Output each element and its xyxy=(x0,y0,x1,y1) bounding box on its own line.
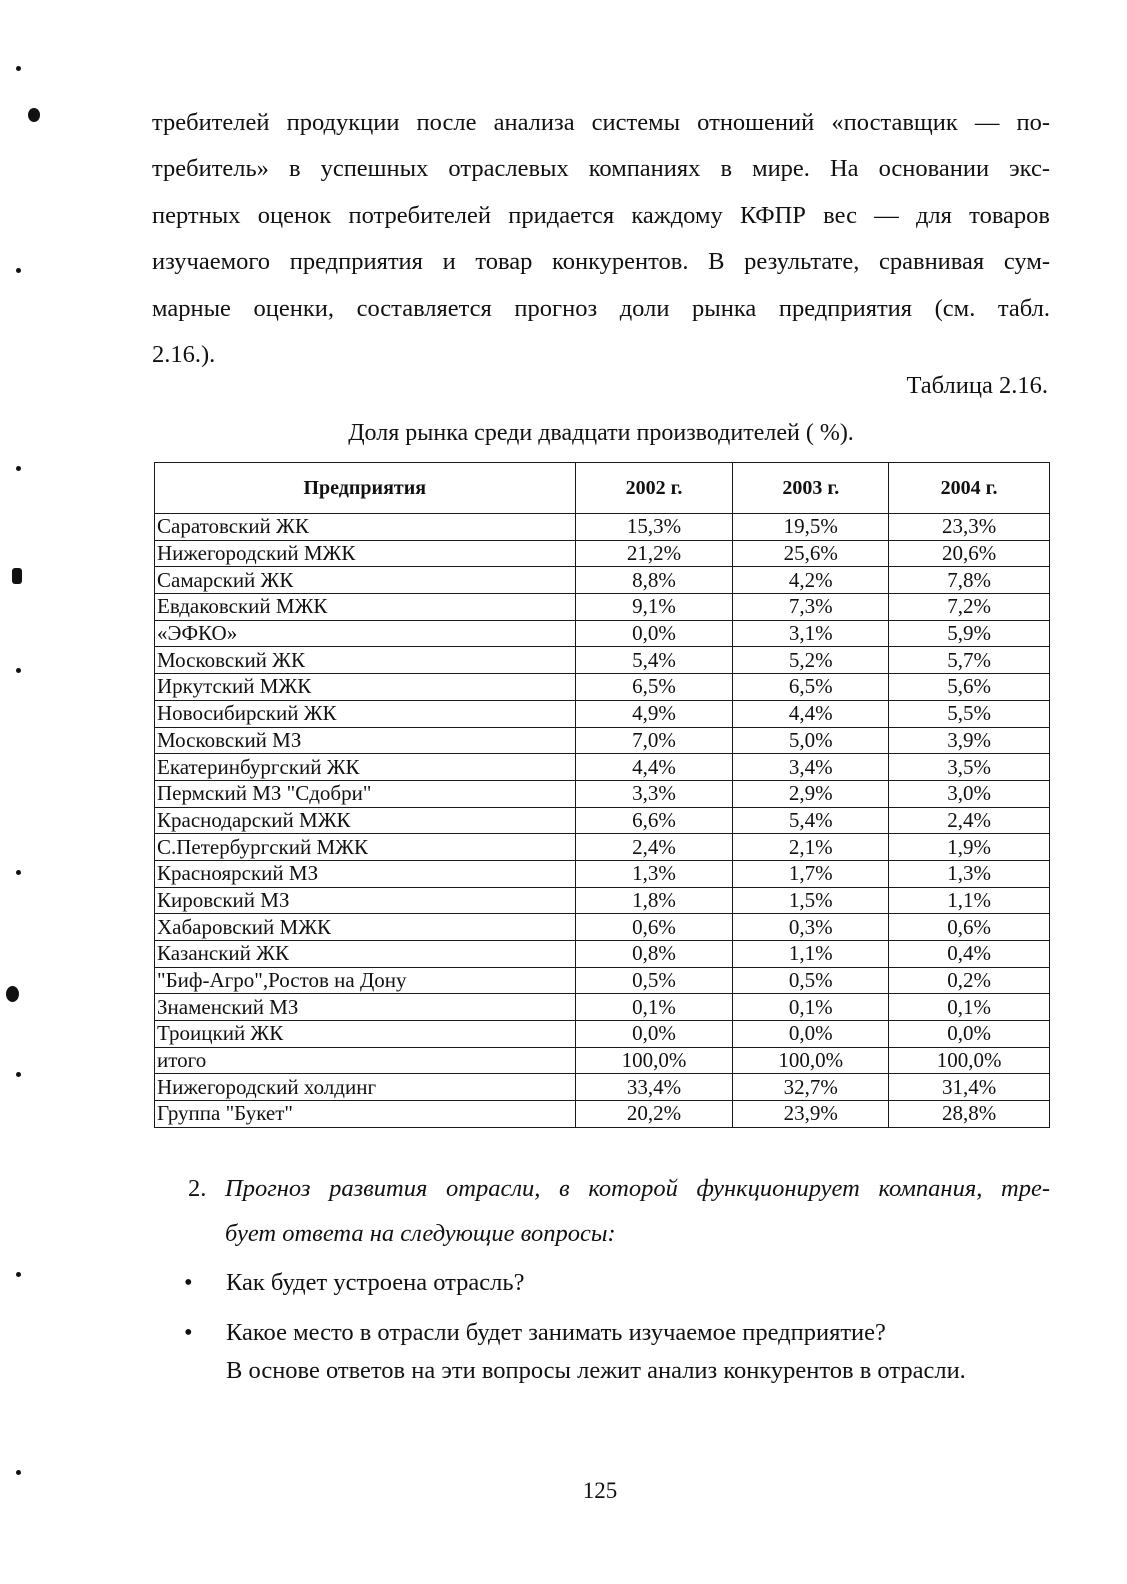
cell-share: 8,8% xyxy=(575,567,733,594)
table-row xyxy=(155,941,1050,968)
paragraph-line: марные оценки, составляется прогноз доли рынка предприятия (см. табл. xyxy=(152,294,1050,322)
cell-enterprise: Новосибирский ЖК xyxy=(155,700,576,727)
cell-share: 31,4% xyxy=(889,1074,1050,1101)
point-2 xyxy=(188,1166,1050,1256)
cell-share: 3,4% xyxy=(733,754,889,781)
body-paragraph xyxy=(152,100,1050,378)
cell-share: 0,8% xyxy=(575,941,733,968)
table-row xyxy=(155,754,1050,781)
cell-share: 1,9% xyxy=(889,834,1050,861)
cell-share: 6,5% xyxy=(575,674,733,701)
cell-enterprise: Екатеринбургский ЖК xyxy=(155,754,576,781)
list-item-text: Какое место в отрасли будет занимать изучаемое предприятие? xyxy=(226,1319,886,1346)
table-row xyxy=(155,967,1050,994)
scan-speck xyxy=(12,568,22,584)
cell-share: 1,5% xyxy=(733,887,889,914)
cell-share: 25,6% xyxy=(733,540,889,567)
cell-share: 1,3% xyxy=(575,860,733,887)
cell-enterprise: Знаменский МЗ xyxy=(155,994,576,1021)
scan-speck xyxy=(16,1470,21,1475)
page-number: 125 xyxy=(582,1478,618,1503)
cell-enterprise: Московский ЖК xyxy=(155,647,576,674)
table-row xyxy=(155,807,1050,834)
table-row xyxy=(155,994,1050,1021)
cell-enterprise: Кировский МЗ xyxy=(155,887,576,914)
cell-share: 5,6% xyxy=(889,674,1050,701)
cell-share: 5,4% xyxy=(575,647,733,674)
table-row xyxy=(155,647,1050,674)
cell-share: 6,5% xyxy=(733,674,889,701)
cell-share: 5,5% xyxy=(889,700,1050,727)
cell-share: 7,0% xyxy=(575,727,733,754)
cell-share: 21,2% xyxy=(575,540,733,567)
scan-speck xyxy=(16,1072,21,1077)
cell-enterprise: Нижегородский холдинг xyxy=(155,1074,576,1101)
cell-share: 1,1% xyxy=(733,941,889,968)
scan-speck xyxy=(28,108,40,122)
scan-speck xyxy=(16,66,21,71)
cell-share: 15,3% xyxy=(575,514,733,541)
market-share-table xyxy=(154,462,1050,1128)
cell-share: 2,4% xyxy=(575,834,733,861)
cell-enterprise: Хабаровский МЖК xyxy=(155,914,576,941)
cell-share: 3,0% xyxy=(889,780,1050,807)
bullet-icon: • xyxy=(184,1319,193,1346)
cell-share: 19,5% xyxy=(733,514,889,541)
cell-share: 0,0% xyxy=(575,620,733,647)
cell-share: 0,1% xyxy=(889,994,1050,1021)
scan-speck xyxy=(16,466,21,471)
cell-enterprise: Саратовский ЖК xyxy=(155,514,576,541)
header-2004: 2004 г. xyxy=(889,463,1050,514)
conclusion-text: В основе ответов на эти вопросы лежит анализ конкурентов в отрасли. xyxy=(226,1357,966,1384)
cell-share: 1,1% xyxy=(889,887,1050,914)
table-row xyxy=(155,1047,1050,1074)
cell-share: 33,4% xyxy=(575,1074,733,1101)
cell-share: 6,6% xyxy=(575,807,733,834)
cell-share: 0,3% xyxy=(733,914,889,941)
bullet-list xyxy=(184,1258,886,1358)
table-row xyxy=(155,620,1050,647)
cell-share: 0,5% xyxy=(575,967,733,994)
cell-share: 0,1% xyxy=(733,994,889,1021)
cell-share: 20,2% xyxy=(575,1101,733,1128)
cell-enterprise: Нижегородский МЖК xyxy=(155,540,576,567)
cell-enterprise: Пермский МЗ "Сдобри" xyxy=(155,780,576,807)
cell-share: 0,0% xyxy=(733,1021,889,1048)
cell-enterprise: Иркутский МЖК xyxy=(155,674,576,701)
cell-enterprise: итого xyxy=(155,1047,576,1074)
cell-share: 0,5% xyxy=(733,967,889,994)
table-header-row xyxy=(155,463,1050,514)
scan-speck xyxy=(16,668,21,673)
table-row xyxy=(155,860,1050,887)
table-body xyxy=(155,514,1050,1128)
cell-enterprise: С.Петербургский МЖК xyxy=(155,834,576,861)
table-row xyxy=(155,540,1050,567)
cell-share: 5,4% xyxy=(733,807,889,834)
table-row xyxy=(155,834,1050,861)
cell-enterprise: Троицкий ЖК xyxy=(155,1021,576,1048)
cell-share: 1,8% xyxy=(575,887,733,914)
cell-share: 7,8% xyxy=(889,567,1050,594)
cell-share: 3,3% xyxy=(575,780,733,807)
paragraph-line: требитель» в успешных отраслевых компаниях в мире. На основании экс- xyxy=(152,155,1050,183)
cell-enterprise: Евдаковский МЖК xyxy=(155,594,576,621)
cell-share: 100,0% xyxy=(889,1047,1050,1074)
list-item-text: Как будет устроена отрасль? xyxy=(226,1269,525,1296)
table-row xyxy=(155,567,1050,594)
cell-share: 5,0% xyxy=(733,727,889,754)
table-label: Таблица 2.16. xyxy=(906,372,1048,399)
cell-share: 3,5% xyxy=(889,754,1050,781)
cell-share: 0,6% xyxy=(889,914,1050,941)
table-row xyxy=(155,914,1050,941)
cell-share: 4,9% xyxy=(575,700,733,727)
header-enterprises: Предприятия xyxy=(155,463,576,514)
cell-share: 20,6% xyxy=(889,540,1050,567)
cell-share: 4,4% xyxy=(575,754,733,781)
cell-enterprise: Казанский ЖК xyxy=(155,941,576,968)
cell-share: 0,2% xyxy=(889,967,1050,994)
table-row xyxy=(155,887,1050,914)
cell-enterprise: "Биф-Агро",Ростов на Дону xyxy=(155,967,576,994)
table-row xyxy=(155,727,1050,754)
scan-speck xyxy=(6,986,19,1002)
cell-share: 1,3% xyxy=(889,860,1050,887)
scan-speck xyxy=(16,268,21,273)
cell-share: 3,1% xyxy=(733,620,889,647)
cell-share: 100,0% xyxy=(733,1047,889,1074)
cell-enterprise: Группа "Букет" xyxy=(155,1101,576,1128)
cell-share: 0,4% xyxy=(889,941,1050,968)
table-row xyxy=(155,1101,1050,1128)
cell-enterprise: Красноярский МЗ xyxy=(155,860,576,887)
bullet-icon: • xyxy=(184,1269,193,1296)
table-caption: Доля рынка среди двадцати производителей ( %). xyxy=(348,420,854,446)
cell-share: 0,0% xyxy=(575,1021,733,1048)
cell-enterprise: Краснодарский МЖК xyxy=(155,807,576,834)
header-2002: 2002 г. xyxy=(575,463,733,514)
cell-share: 2,1% xyxy=(733,834,889,861)
cell-share: 32,7% xyxy=(733,1074,889,1101)
cell-share: 7,3% xyxy=(733,594,889,621)
point-line: бует ответа на следующие вопросы: xyxy=(225,1220,616,1247)
cell-enterprise: Московский МЗ xyxy=(155,727,576,754)
cell-share: 0,1% xyxy=(575,994,733,1021)
cell-share: 1,7% xyxy=(733,860,889,887)
cell-share: 2,9% xyxy=(733,780,889,807)
scan-speck xyxy=(16,870,21,875)
table-row xyxy=(155,674,1050,701)
cell-share: 0,0% xyxy=(889,1021,1050,1048)
cell-share: 5,2% xyxy=(733,647,889,674)
point-text xyxy=(225,1166,1050,1256)
cell-enterprise: Самарский ЖК xyxy=(155,567,576,594)
cell-share: 23,9% xyxy=(733,1101,889,1128)
table-row xyxy=(155,514,1050,541)
point-number: 2. xyxy=(188,1175,207,1202)
paragraph-line: 2.16.). xyxy=(152,341,216,369)
cell-share: 9,1% xyxy=(575,594,733,621)
table-row xyxy=(155,1021,1050,1048)
cell-share: 5,7% xyxy=(889,647,1050,674)
cell-share: 4,4% xyxy=(733,700,889,727)
paragraph-line: изучаемого предприятия и товар конкурентов. В результате, сравнивая сум- xyxy=(152,248,1050,276)
paragraph-line: требителей продукции после анализа системы отношений «поставщик — по- xyxy=(152,109,1050,136)
cell-share: 2,4% xyxy=(889,807,1050,834)
cell-share: 4,2% xyxy=(733,567,889,594)
list-item xyxy=(184,1258,886,1308)
table-row xyxy=(155,1074,1050,1101)
table-row xyxy=(155,780,1050,807)
cell-share: 5,9% xyxy=(889,620,1050,647)
point-line: Прогноз развития отрасли, в которой функционирует компания, тре- xyxy=(225,1175,1050,1202)
header-2003: 2003 г. xyxy=(733,463,889,514)
paragraph-line: пертных оценок потребителей придается каждому КФПР вес — для товаров xyxy=(152,201,1050,229)
cell-enterprise: «ЭФКО» xyxy=(155,620,576,647)
scan-speck xyxy=(16,1272,21,1277)
cell-share: 100,0% xyxy=(575,1047,733,1074)
cell-share: 23,3% xyxy=(889,514,1050,541)
cell-share: 3,9% xyxy=(889,727,1050,754)
table-row xyxy=(155,594,1050,621)
cell-share: 28,8% xyxy=(889,1101,1050,1128)
cell-share: 7,2% xyxy=(889,594,1050,621)
table-row xyxy=(155,700,1050,727)
cell-share: 0,6% xyxy=(575,914,733,941)
